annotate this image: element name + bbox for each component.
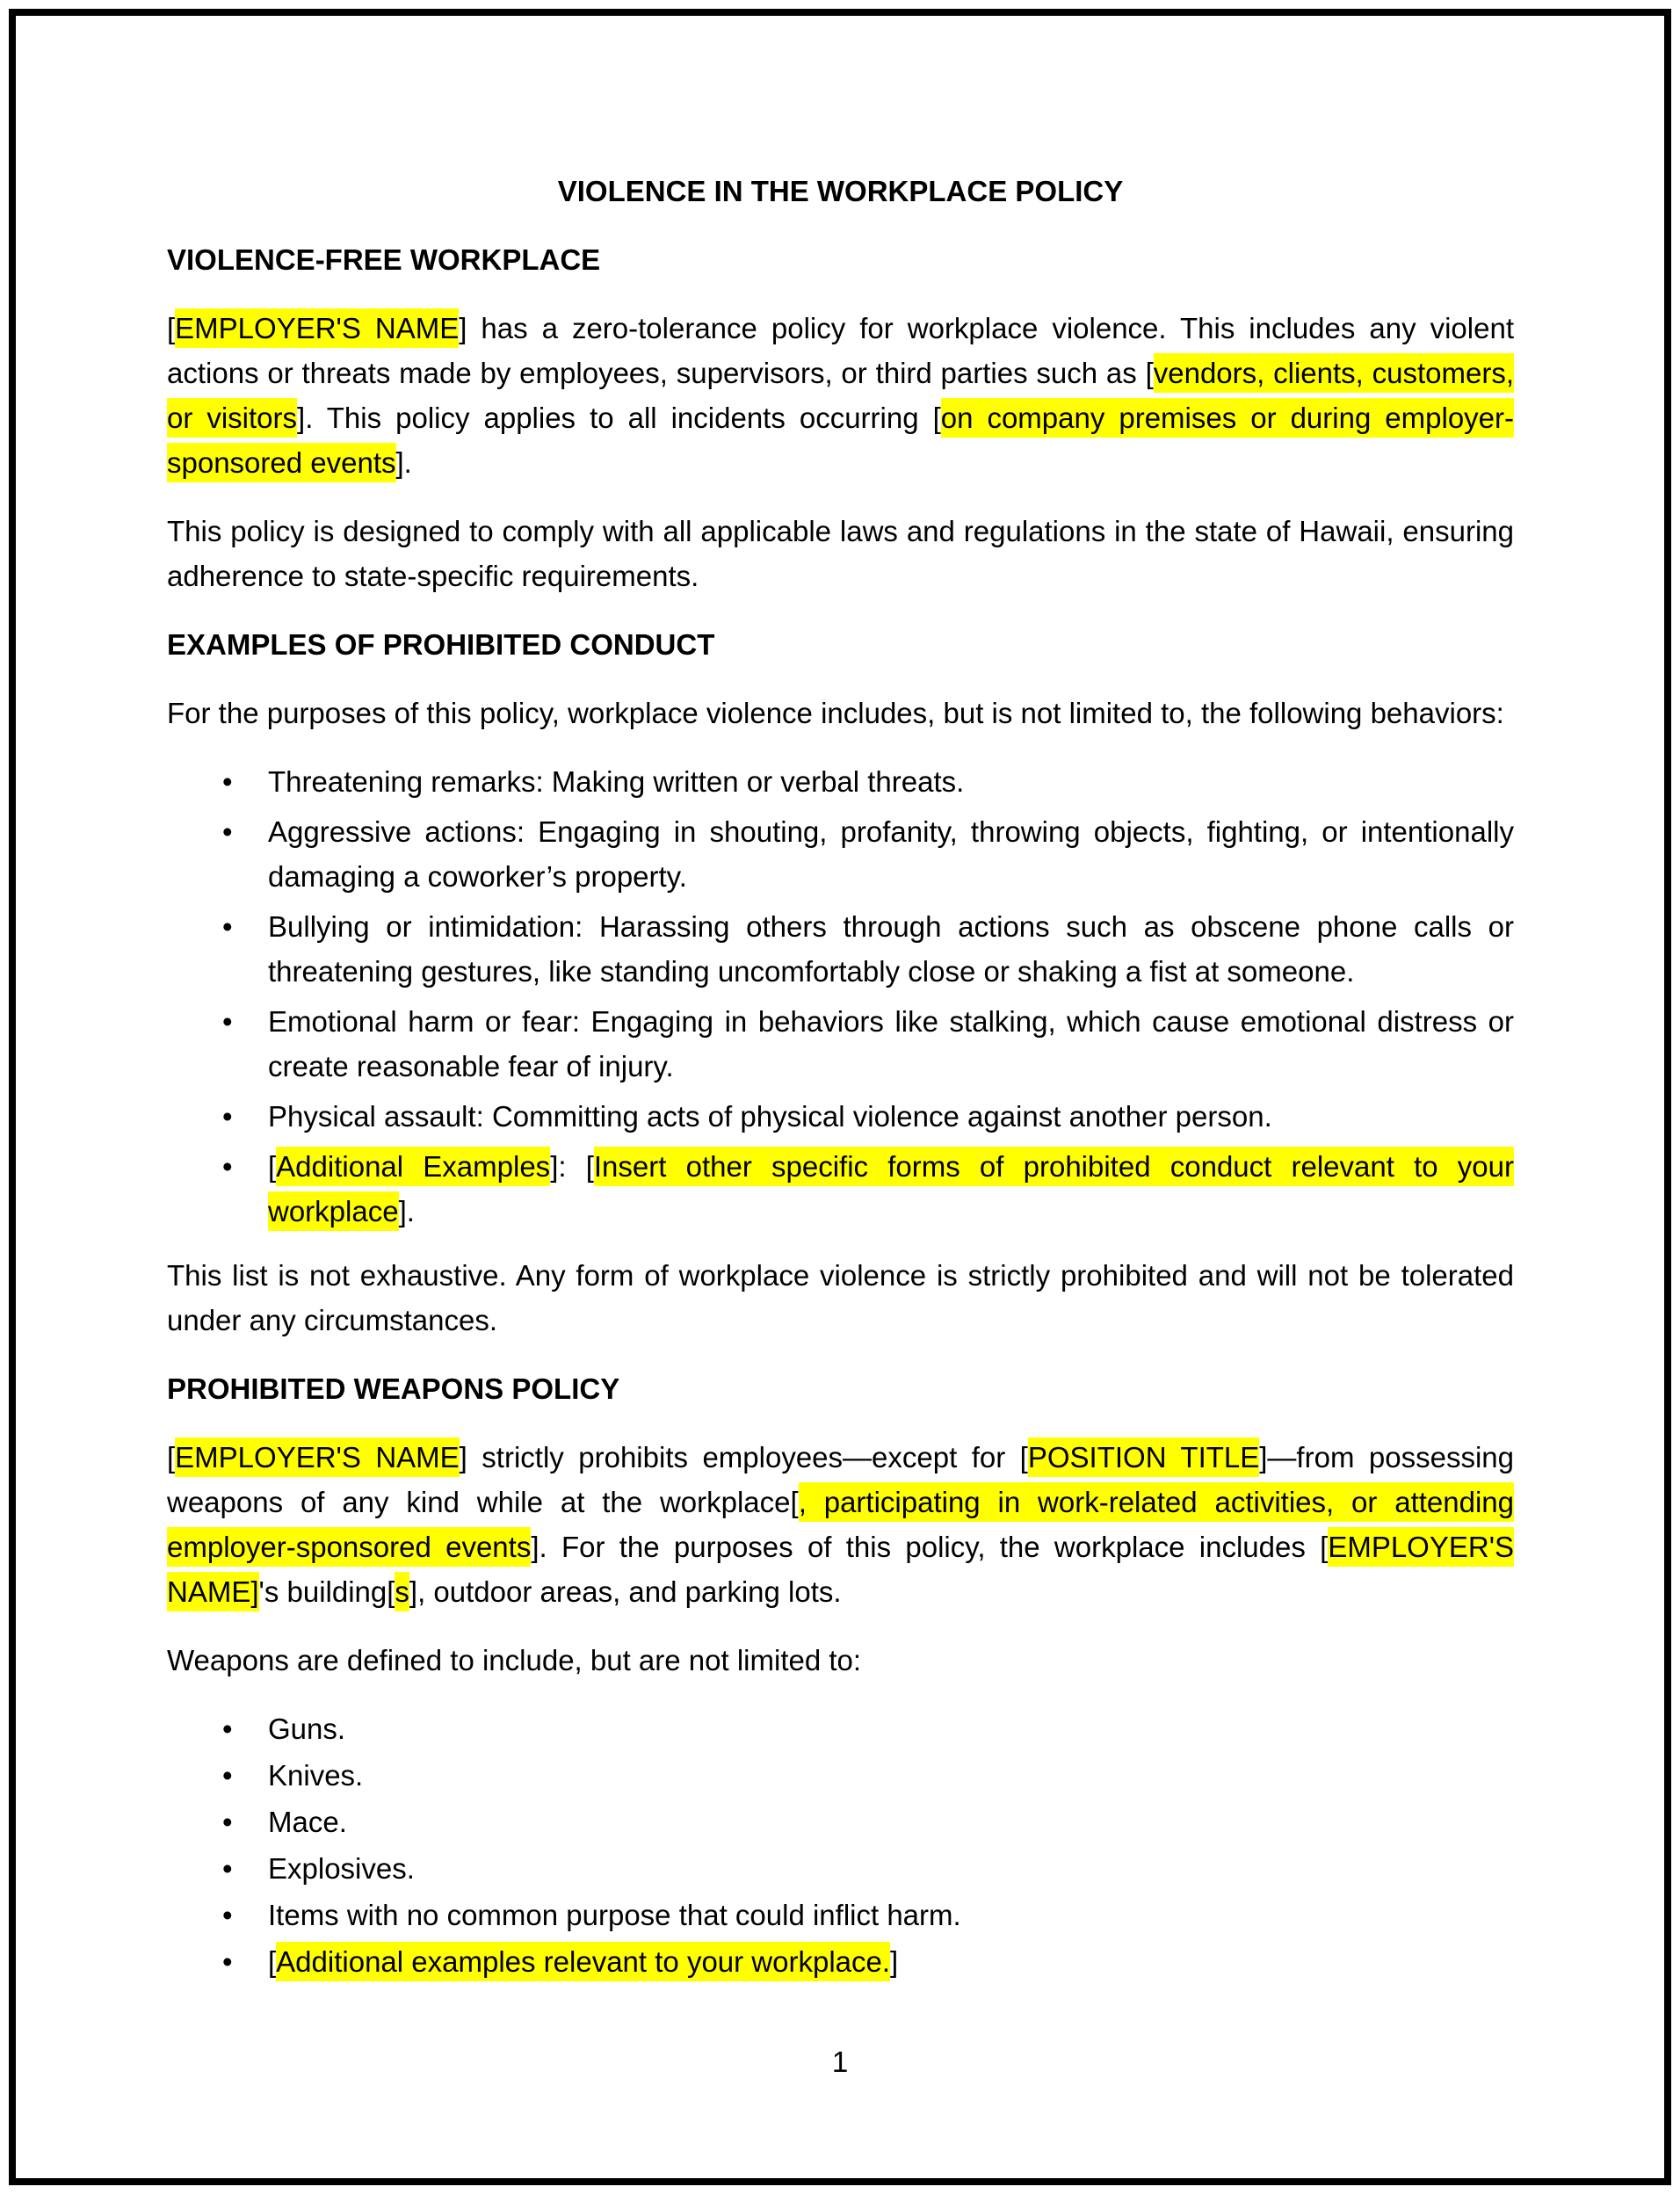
- list-item-mace: [167, 1799, 1514, 1844]
- text-run: Weapons are defined to include, but are not limited to:: [167, 1644, 862, 1676]
- text-run: ]—from possessing weapons of any kind while at the workplace[: [167, 1441, 1514, 1518]
- text-run: Items with no common purpose that could inflict harm.: [268, 1899, 961, 1931]
- paragraph-zero-tolerance: [167, 306, 1514, 485]
- list-item-emotional-harm: [167, 999, 1514, 1089]
- paragraph-weapons-policy: [167, 1435, 1514, 1614]
- document-title: VIOLENCE IN THE WORKPLACE POLICY: [557, 175, 1124, 207]
- text-run: Physical assault: Committing acts of physical violence against another person.: [268, 1100, 1272, 1133]
- highlighted-placeholder: EMPLOYER'S NAME: [175, 308, 459, 348]
- text-run: [: [268, 1150, 277, 1183]
- list-item-physical-assault: [167, 1094, 1514, 1139]
- text-run: [: [268, 1945, 277, 1978]
- text-run: ].: [395, 446, 412, 479]
- paragraph-not-exhaustive: [167, 1253, 1514, 1343]
- text-run: Emotional harm or fear: Engaging in behaviors like stalking, which cause emotional distress or create reasonable fear of injury.: [268, 1005, 1514, 1083]
- heading-examples-of-prohibited-conduct: EXAMPLES OF PROHIBITED CONDUCT: [167, 628, 715, 661]
- text-run: 's building[: [258, 1575, 395, 1608]
- text-run: This list is not exhaustive. Any form of workplace violence is strictly prohibited and will not be tolerated under any circumstances.: [167, 1259, 1514, 1336]
- highlighted-placeholder: on company premises or during employer-sponsored events: [167, 398, 1514, 482]
- highlighted-placeholder: , participating in work-related activities, or attending employer-sponsored events: [167, 1482, 1514, 1567]
- list-item-guns: [167, 1706, 1514, 1751]
- page-number: 1: [831, 2046, 849, 2078]
- highlighted-placeholder: s: [395, 1572, 409, 1611]
- text-run: ]: [: [550, 1150, 594, 1183]
- text-run: ].: [398, 1195, 415, 1227]
- heading-prohibited-weapons-policy: PROHIBITED WEAPONS POLICY: [167, 1372, 620, 1405]
- text-run: [: [167, 1441, 176, 1474]
- text-run: ]. For the purposes of this policy, the workplace includes [: [531, 1531, 1329, 1563]
- prohibited-conduct-list: [167, 759, 1514, 1234]
- text-run: Explosives.: [268, 1852, 415, 1885]
- list-item-bullying-intimidation: [167, 904, 1514, 994]
- text-run: Bullying or intimidation: Harassing others through actions such as obscene phone calls or threatening gestures, like standing uncomfortably close or shaking a fist at someone.: [268, 910, 1514, 988]
- text-run: Knives.: [268, 1759, 364, 1792]
- text-run: ], outdoor areas, and parking lots.: [409, 1575, 842, 1608]
- text-run: ] strictly prohibits employees—except for [: [459, 1441, 1028, 1474]
- paragraph-state-compliance: [167, 509, 1514, 598]
- list-item-additional-examples: [167, 1144, 1514, 1234]
- list-item-knives: [167, 1753, 1514, 1798]
- highlighted-placeholder: vendors, clients, customers, or visitors: [167, 353, 1514, 438]
- list-item-items-inflict-harm: [167, 1893, 1514, 1937]
- text-run: For the purposes of this policy, workplace violence includes, but is not limited to, the following behaviors:: [167, 697, 1504, 729]
- weapons-list: [167, 1706, 1514, 1984]
- text-run: [: [167, 312, 176, 344]
- list-item-threatening-remarks: [167, 759, 1514, 804]
- text-run: Mace.: [268, 1806, 347, 1838]
- text-run: Threatening remarks: Making written or verbal threats.: [268, 765, 965, 798]
- list-item-explosives: [167, 1846, 1514, 1891]
- text-run: ]. This policy applies to all incidents occurring [: [297, 402, 941, 434]
- list-item-aggressive-actions: [167, 809, 1514, 899]
- text-run: ] has a zero-tolerance policy for workplace violence. This includes any violent actions or threats made by employees, supervisors, or third parties such as [: [167, 312, 1514, 389]
- paragraph-weapons-defined: [167, 1638, 1514, 1683]
- highlighted-placeholder: EMPLOYER'S NAME]: [167, 1527, 1514, 1611]
- text-run: Guns.: [268, 1712, 346, 1745]
- highlighted-placeholder: Insert other specific forms of prohibited conduct relevant to your workplace: [268, 1147, 1514, 1231]
- page-content: [167, 169, 1514, 2003]
- text-run: This policy is designed to comply with all applicable laws and regulations in the state of Hawaii, ensuring adherence to state-specific requirements.: [167, 515, 1514, 592]
- heading-violence-free-workplace: VIOLENCE-FREE WORKPLACE: [167, 243, 601, 276]
- text-run: ]: [890, 1945, 899, 1978]
- highlighted-placeholder: Additional examples relevant to your workplace.: [276, 1942, 890, 1981]
- highlighted-placeholder: EMPLOYER'S NAME: [175, 1437, 460, 1477]
- paragraph-conduct-intro: [167, 691, 1514, 735]
- list-item-additional-weapon-examples: [167, 1939, 1514, 1984]
- highlighted-placeholder: POSITION TITLE: [1028, 1437, 1259, 1477]
- text-run: Aggressive actions: Engaging in shouting, profanity, throwing objects, fighting, or intentionally damaging a coworker’s property.: [268, 815, 1514, 893]
- highlighted-placeholder: Additional Examples: [276, 1147, 550, 1186]
